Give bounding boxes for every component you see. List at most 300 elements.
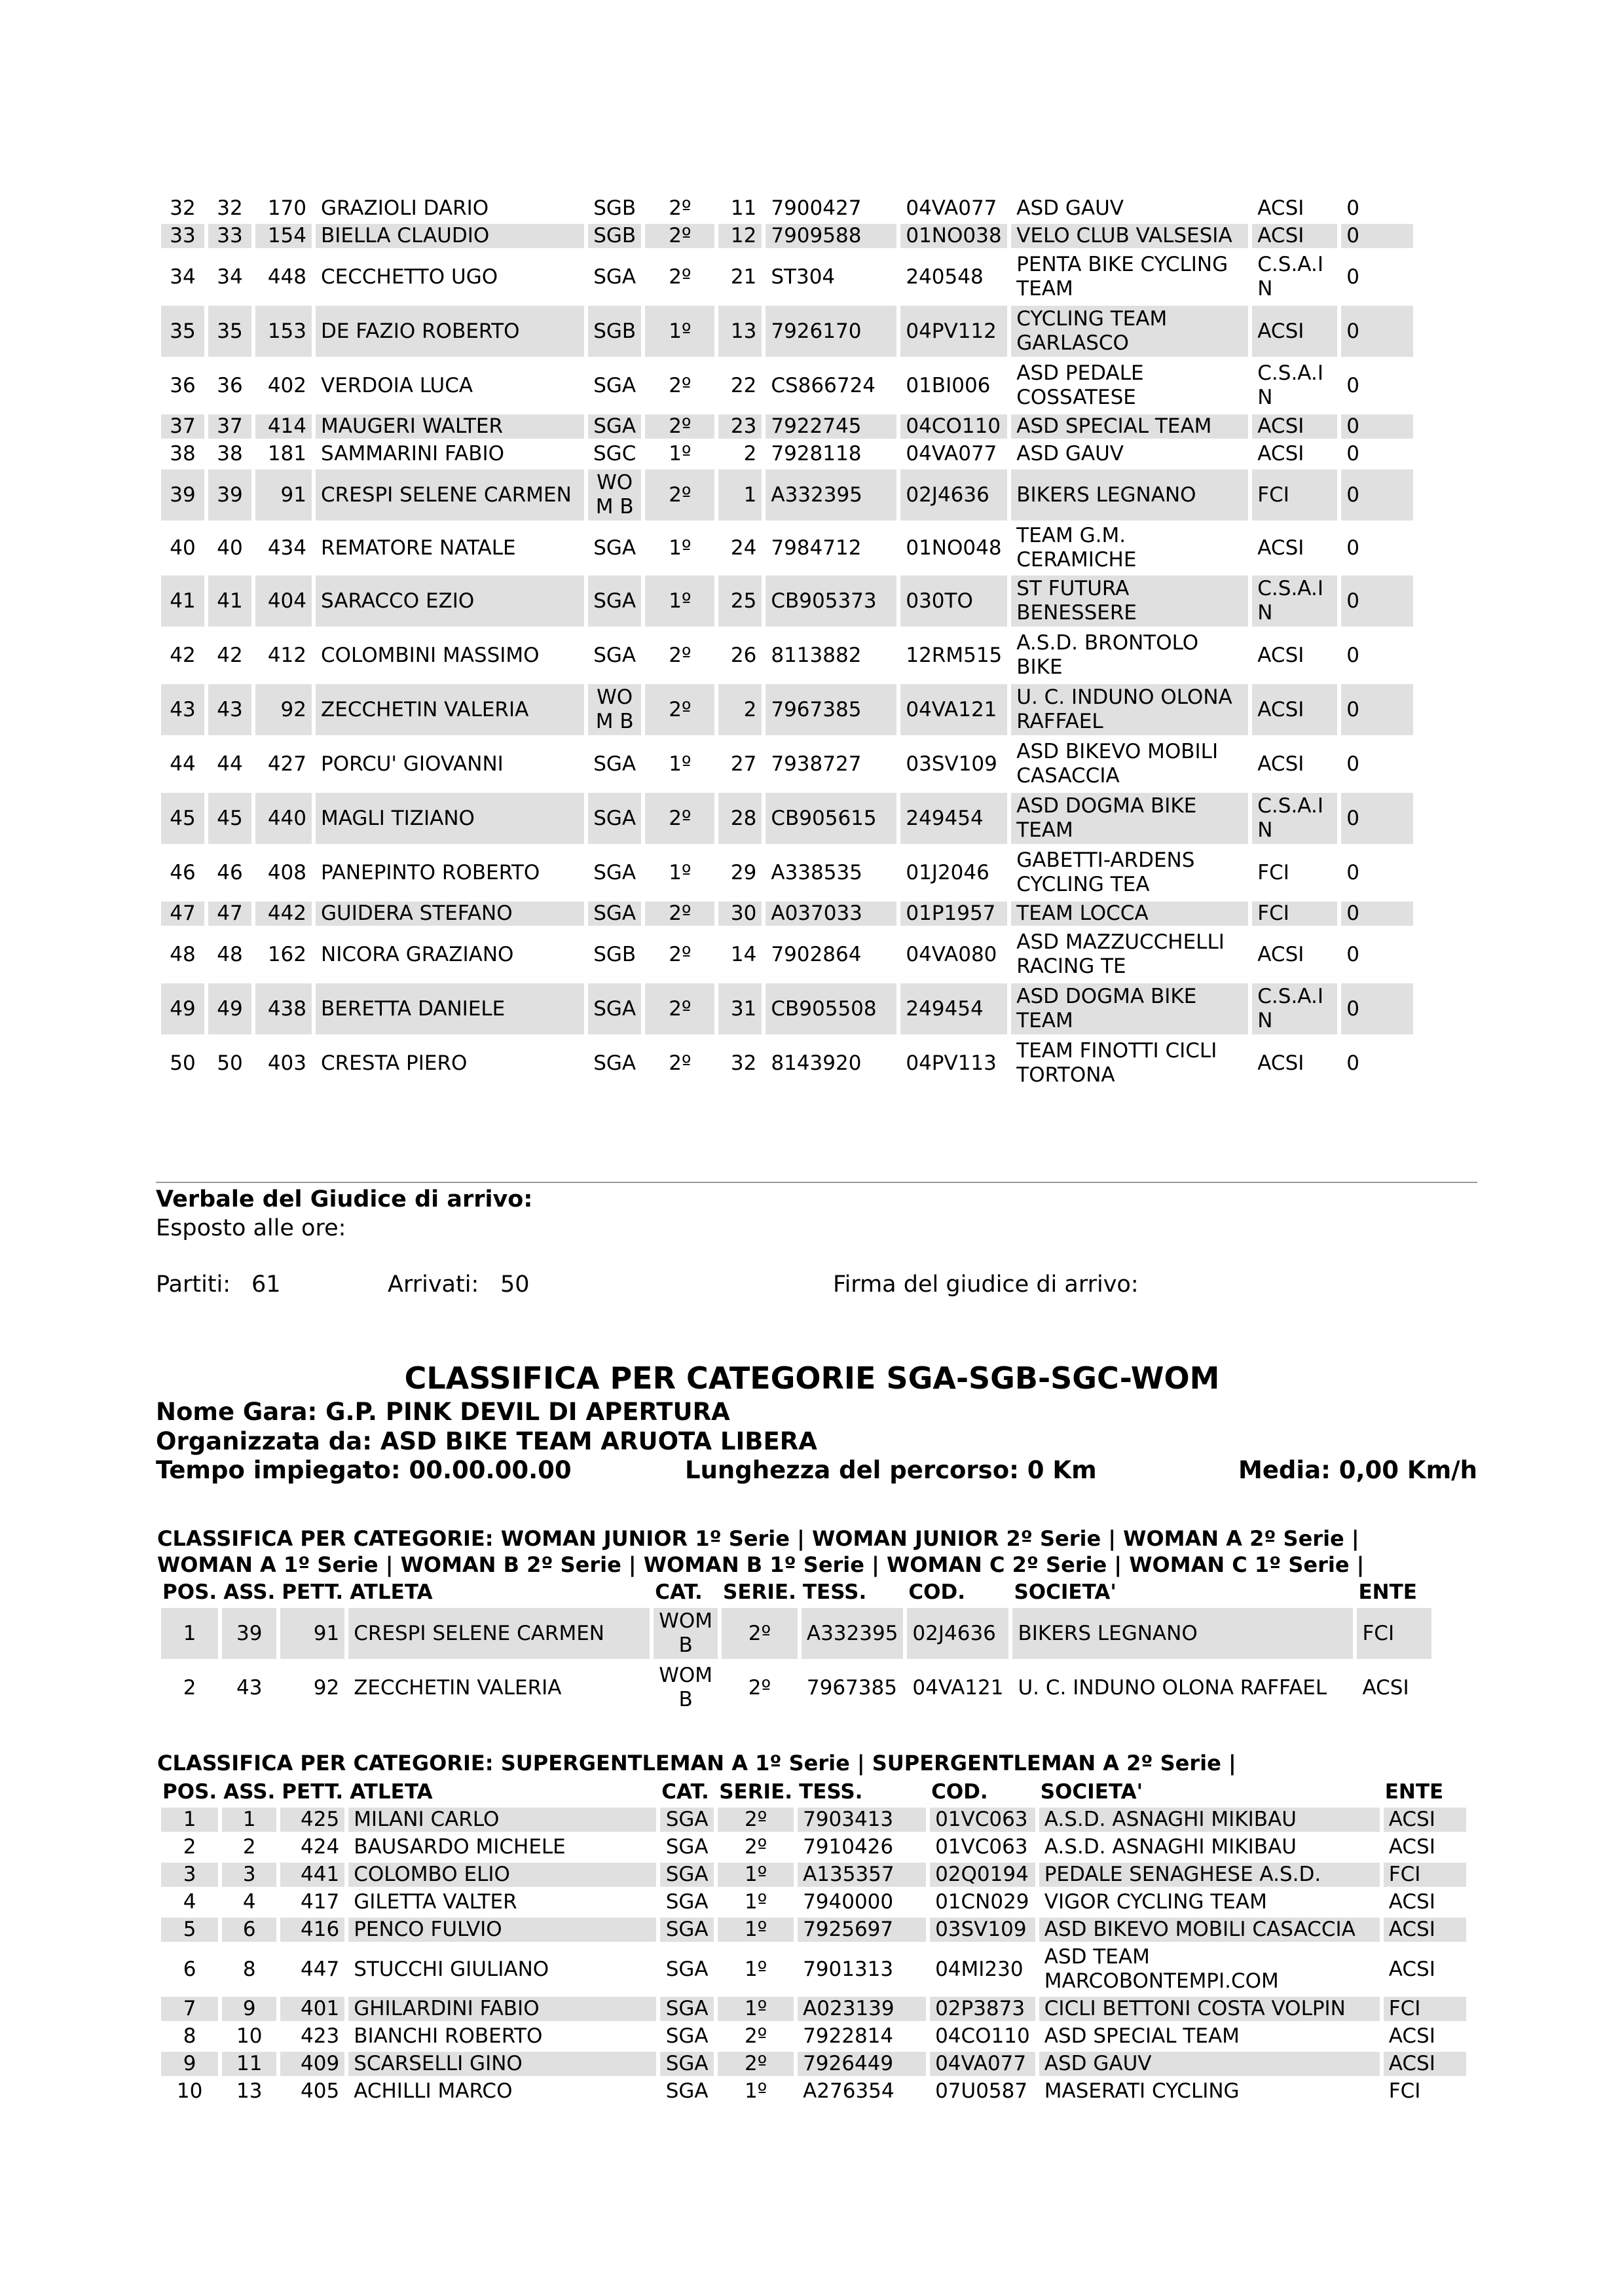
cat-cell: SGA (593, 752, 637, 776)
ass-cell: 3 (222, 1863, 276, 1887)
pos-cell: 4 (183, 1890, 196, 1914)
ente-cell: FCI (1257, 860, 1289, 884)
societa-cell: BIKERS LEGNANO (1012, 1608, 1353, 1659)
atleta-cell: MAGLI TIZIANO (316, 793, 584, 844)
ente-cell: ACSI (1388, 2024, 1435, 2048)
organizzata-da: Organizzata da: ASD BIKE TEAM ARUOTA LIBERA (156, 1427, 817, 1455)
ente-cell: ACSI (1252, 684, 1337, 735)
ass-cell: 34 (217, 264, 243, 289)
cat-cell: SGA (593, 373, 637, 397)
punti-cell: 0 (1341, 414, 1413, 439)
ente-cell: FCI (1384, 1863, 1466, 1887)
cat-cell: SGA (665, 1890, 709, 1914)
pos-cell: 9 (161, 2052, 218, 2076)
serie-cell: 1º (744, 1957, 767, 1981)
column-header-serie: SERIE. (723, 1580, 796, 1604)
ass-cell: 49 (208, 983, 251, 1034)
pett-cell: 408 (267, 860, 306, 884)
partiti-value: 61 (251, 1271, 281, 1298)
table-row (161, 196, 1413, 221)
serie-cell: 1º (669, 536, 692, 560)
ass-cell: 2 (242, 1835, 256, 1859)
tess-cell: 7926170 (766, 306, 896, 357)
serie-cell: 2º (669, 196, 692, 220)
cod-cell: 04PV112 (900, 306, 1007, 357)
table-row (161, 575, 1413, 627)
pos-cell: 44 (170, 752, 196, 776)
atleta-cell: DE FAZIO ROBERTO (316, 306, 584, 357)
punti-cell: 0 (1346, 442, 1359, 465)
table-row (161, 360, 1413, 411)
cat-pos-cell: 26 (730, 643, 757, 667)
societa-cell: CICLI BETTONI COSTA VOLPIN (1039, 1997, 1380, 2021)
column-header-pos: POS. (162, 1580, 217, 1604)
tess-cell: CB905615 (766, 793, 896, 844)
punti-cell: 0 (1341, 224, 1413, 248)
atleta-cell: CRESPI SELENE CARMEN (348, 1608, 650, 1659)
serie-cell: 2º (669, 942, 692, 966)
column-header-atleta: ATLETA (350, 1580, 433, 1604)
tess-cell: 7900427 (771, 196, 862, 220)
atleta-cell: STUCCHI GIULIANO (354, 1957, 549, 1981)
pos-cell: 1 (161, 1608, 218, 1659)
ass-cell: 1 (222, 1808, 276, 1832)
serie-cell: 2º (669, 643, 692, 667)
cat-cell: SGA (593, 264, 637, 289)
tess-cell: A332395 (766, 469, 896, 520)
ente-cell: ACSI (1257, 442, 1304, 465)
punti-cell: 0 (1341, 983, 1413, 1034)
ass-cell: 46 (217, 860, 243, 884)
arrivati-label: Arrivati: (388, 1271, 479, 1298)
column-header-ente: ENTE (1384, 1780, 1444, 1804)
cat-cell: SGA (593, 1051, 637, 1075)
table-row (161, 1608, 1431, 1659)
societa-cell: ASD DOGMA BIKE TEAM (1011, 793, 1248, 844)
atleta-cell: GILETTA VALTER (354, 1890, 517, 1914)
ass-cell: 41 (208, 575, 251, 627)
ass-cell: 45 (208, 793, 251, 844)
societa-cell: ASD GAUV (1016, 196, 1124, 220)
atleta-cell: PENCO FULVIO (348, 1918, 656, 1942)
table-row (161, 902, 1413, 926)
pett-cell: 154 (255, 224, 312, 248)
societa-cell: TEAM G.M. CERAMICHE (1016, 524, 1137, 572)
cod-cell: 04VA080 (906, 942, 997, 966)
column-header-tess: TESS. (799, 1780, 863, 1804)
cat-cell: SGA (665, 2079, 709, 2103)
ass-cell: 44 (217, 752, 243, 776)
societa-cell: U. C. INDUNO OLONA RAFFAEL (1018, 1675, 1327, 1700)
atleta-cell: NICORA GRAZIANO (321, 942, 514, 966)
serie-cell: 1º (744, 2079, 767, 2103)
pos-cell: 32 (170, 196, 196, 220)
firma-label: Firma del giudice di arrivo: (833, 1271, 1139, 1298)
sga-table (157, 1777, 1470, 2107)
serie-cell: 2º (645, 983, 714, 1034)
punti-cell: 0 (1346, 752, 1359, 776)
tess-cell: 7967385 (806, 1675, 897, 1700)
ente-cell: C.S.A.I N (1252, 793, 1337, 844)
ass-cell: 36 (217, 373, 243, 397)
cat-cell: SGA (593, 860, 637, 884)
table-row (161, 224, 1413, 248)
societa-cell: TEAM LOCCA (1011, 902, 1248, 926)
pett-cell: 402 (267, 373, 306, 397)
cod-cell: 249454 (900, 983, 1007, 1034)
cat-cell: SGC (593, 442, 637, 465)
cat-pos-cell: 27 (730, 752, 757, 776)
tess-cell: 7926449 (798, 2052, 926, 2076)
atleta-cell: BIANCHI ROBERTO (354, 2024, 543, 2048)
ass-cell: 39 (208, 469, 251, 520)
cat-cell: WO M B (588, 469, 641, 520)
table-row (161, 1835, 1466, 1859)
societa-cell: PEDALE SENAGHESE A.S.D. (1039, 1863, 1380, 1887)
ente-cell: FCI (1357, 1608, 1431, 1659)
tess-cell: A037033 (766, 902, 896, 926)
punti-cell: 0 (1346, 643, 1359, 667)
atleta-cell: GUIDERA STEFANO (316, 902, 584, 926)
atleta-cell: BERETTA DANIELE (316, 983, 584, 1034)
cat-pos-cell: 28 (718, 793, 762, 844)
cod-cell: 04VA121 (912, 1675, 1004, 1700)
ente-cell: ACSI (1257, 942, 1304, 966)
serie-cell: 2º (645, 684, 714, 735)
cat-cell: SGA (593, 643, 637, 667)
cod-cell: 01J2046 (906, 860, 989, 884)
partiti-label: Partiti: (156, 1271, 231, 1298)
serie-cell: 1º (744, 1890, 767, 1914)
ente-cell: FCI (1252, 469, 1337, 520)
ass-cell: 13 (236, 2079, 263, 2103)
table-row (161, 1863, 1466, 1887)
table-row (161, 793, 1413, 844)
atleta-cell: SARACCO EZIO (316, 575, 584, 627)
cod-cell: 07U0587 (935, 2079, 1028, 2103)
cat-cell: SGA (660, 1863, 714, 1887)
esposto-label: Esposto alle ore: (156, 1215, 346, 1241)
atleta-cell: MILANI CARLO (348, 1808, 656, 1832)
serie-cell: 2º (722, 1608, 798, 1659)
societa-cell: ST FUTURA BENESSERE (1011, 575, 1248, 627)
ente-cell: ACSI (1384, 2052, 1466, 2076)
pos-cell: 46 (170, 860, 196, 884)
cat-cell: SGA (665, 1835, 709, 1859)
column-header-serie: SERIE. (719, 1780, 793, 1804)
serie-cell: 2º (645, 414, 714, 439)
ass-cell: 47 (208, 902, 251, 926)
pett-cell: 442 (255, 902, 312, 926)
cod-cell: 04VA077 (906, 196, 997, 220)
table-row (161, 2052, 1466, 2076)
societa-cell: ASD SPECIAL TEAM (1011, 414, 1248, 439)
ente-cell: ACSI (1257, 643, 1304, 667)
pett-cell: 170 (267, 196, 306, 220)
pos-cell: 49 (161, 983, 204, 1034)
table-header-row (161, 1780, 1466, 1804)
cat-pos-cell: 13 (718, 306, 762, 357)
serie-cell: 2º (669, 264, 692, 289)
tess-cell: 7984712 (771, 536, 862, 560)
ente-cell: ACSI (1388, 1957, 1435, 1981)
cod-cell: 02J4636 (900, 469, 1007, 520)
cod-cell: 03SV109 (906, 752, 997, 776)
cat-pos-cell: 14 (730, 942, 757, 966)
cat-cell: SGB (593, 196, 637, 220)
cod-cell: 04VA121 (900, 684, 1007, 735)
serie-cell: 2º (669, 373, 692, 397)
table-row (161, 1890, 1466, 1914)
atleta-cell: CECCHETTO UGO (321, 264, 498, 289)
cat-cell: SGB (593, 942, 637, 966)
societa-cell: ASD MAZZUCCHELLI RACING TE (1016, 930, 1225, 978)
tess-cell: 7922745 (766, 414, 896, 439)
atleta-cell: BIELLA CLAUDIO (316, 224, 584, 248)
pos-cell: 1 (161, 1808, 218, 1832)
punti-cell: 0 (1346, 536, 1359, 560)
pos-cell: 3 (161, 1863, 218, 1887)
ente-cell: FCI (1384, 1997, 1466, 2021)
cod-cell: 01NO038 (900, 224, 1007, 248)
tess-cell: ST304 (771, 264, 836, 289)
atleta-cell: VERDOIA LUCA (321, 373, 473, 397)
cod-cell: 01VC063 (935, 1835, 1028, 1859)
ente-cell: ACSI (1252, 414, 1337, 439)
pett-cell: 416 (280, 1918, 344, 1942)
serie-cell: 2º (744, 2024, 767, 2048)
cat-pos-cell: 11 (730, 196, 757, 220)
ente-cell: ACSI (1252, 224, 1337, 248)
societa-cell: ASD GAUV (1016, 442, 1124, 465)
column-header-pos: POS. (162, 1780, 217, 1804)
societa-cell: ASD GAUV (1039, 2052, 1380, 2076)
column-header-cat: CAT. (661, 1780, 709, 1804)
ente-cell: ACSI (1257, 752, 1304, 776)
tess-cell: 7909588 (766, 224, 896, 248)
punti-cell: 0 (1341, 684, 1413, 735)
punti-cell: 0 (1346, 1051, 1359, 1075)
table-row (161, 1997, 1466, 2021)
pos-cell: 39 (161, 469, 204, 520)
atleta-cell: BAUSARDO MICHELE (354, 1835, 566, 1859)
ente-cell: C.S.A.I N (1257, 361, 1323, 409)
pett-cell: 448 (267, 264, 306, 289)
ente-cell: ACSI (1362, 1675, 1409, 1700)
pett-cell: 92 (255, 684, 312, 735)
societa-cell: ASD TEAM MARCOBONTEMPI.COM (1044, 1945, 1279, 1993)
tess-cell: 8113882 (771, 643, 862, 667)
pos-cell: 38 (170, 442, 196, 465)
atleta-cell: PANEPINTO ROBERTO (321, 860, 540, 884)
pos-cell: 36 (170, 373, 196, 397)
cat-pos-cell: 29 (730, 860, 757, 884)
table-row (161, 414, 1413, 439)
pett-cell: 153 (255, 306, 312, 357)
cod-cell: 249454 (900, 793, 1007, 844)
cod-cell: 01P1957 (900, 902, 1007, 926)
media: Media: 0,00 Km/h (1238, 1456, 1477, 1484)
societa-cell: CYCLING TEAM GARLASCO (1011, 306, 1248, 357)
punti-cell: 0 (1346, 860, 1359, 884)
women-title-line1: CLASSIFICA PER CATEGORIE: WOMAN JUNIOR 1º Serie | WOMAN JUNIOR 2º Serie | WOMAN A 2º Serie | (157, 1526, 1359, 1551)
pett-cell: 427 (267, 752, 306, 776)
societa-cell: PENTA BIKE CYCLING TEAM (1016, 253, 1228, 301)
cod-cell: 12RM515 (906, 643, 1003, 667)
serie-cell: 2º (744, 1835, 767, 1859)
cat-cell: SGA (665, 1957, 709, 1981)
cat-cell: SGB (588, 224, 641, 248)
serie-cell: 1º (718, 1863, 794, 1887)
column-header-societa: SOCIETA' (1040, 1780, 1143, 1804)
punti-cell: 0 (1341, 575, 1413, 627)
pett-cell: 91 (280, 1608, 344, 1659)
cat-cell: SGA (660, 1997, 714, 2021)
tess-cell: CB905373 (766, 575, 896, 627)
atleta-cell: REMATORE NATALE (321, 536, 516, 560)
cod-cell: 04MI230 (935, 1957, 1024, 1981)
cod-cell: 04VA077 (906, 442, 997, 465)
ass-cell: 32 (217, 196, 243, 220)
cod-cell: 04CO110 (900, 414, 1007, 439)
pett-cell: 434 (267, 536, 306, 560)
pett-cell: 405 (301, 2079, 340, 2103)
punti-cell: 0 (1346, 942, 1359, 966)
ente-cell: FCI (1388, 2079, 1421, 2103)
pett-cell: 409 (280, 2052, 344, 2076)
cod-cell: 01VC063 (930, 1808, 1035, 1832)
pos-cell: 8 (183, 2024, 196, 2048)
column-header-cat: CAT. (655, 1580, 703, 1604)
societa-cell: ASD DOGMA BIKE TEAM (1011, 983, 1248, 1034)
cat-cell: SGA (588, 983, 641, 1034)
serie-cell: 1º (718, 1997, 794, 2021)
ass-cell: 50 (217, 1051, 243, 1075)
atleta-cell: GHILARDINI FABIO (348, 1997, 656, 2021)
pos-cell: 6 (183, 1957, 196, 1981)
ente-cell: C.S.A.I N (1257, 253, 1323, 301)
column-header-pett: PETT. (282, 1780, 344, 1804)
pos-cell: 41 (161, 575, 204, 627)
divider-line (156, 1182, 1477, 1183)
cat-pos-cell: 22 (730, 373, 757, 397)
top-table (157, 193, 1417, 1092)
table-row (161, 684, 1413, 735)
atleta-cell: CRESPI SELENE CARMEN (316, 469, 584, 520)
pett-cell: 91 (255, 469, 312, 520)
sga-table-wrap (157, 1777, 1470, 2107)
cat-cell: SGA (660, 1918, 714, 1942)
pos-cell: 45 (161, 793, 204, 844)
tess-cell: A023139 (798, 1997, 926, 2021)
tess-cell: CB905508 (766, 983, 896, 1034)
cod-cell: 030TO (900, 575, 1007, 627)
cod-cell: 01BI006 (906, 373, 991, 397)
ass-cell: 6 (222, 1918, 276, 1942)
table-row (161, 983, 1413, 1034)
cat-pos-cell: 31 (718, 983, 762, 1034)
cat-pos-cell: 23 (718, 414, 762, 439)
tess-cell: 7967385 (766, 684, 896, 735)
cat-pos-cell: 12 (718, 224, 762, 248)
pos-cell: 42 (170, 643, 196, 667)
pett-cell: 440 (255, 793, 312, 844)
pos-cell: 7 (161, 1997, 218, 2021)
column-header-ass: ASS. (223, 1580, 276, 1604)
punti-cell: 0 (1341, 306, 1413, 357)
societa-cell: BIKERS LEGNANO (1011, 469, 1248, 520)
serie-cell: 2º (669, 1051, 692, 1075)
serie-cell: 1º (645, 306, 714, 357)
societa-cell: VIGOR CYCLING TEAM (1044, 1890, 1267, 1914)
ass-cell: 43 (236, 1675, 263, 1700)
ass-cell: 11 (222, 2052, 276, 2076)
table-row (161, 251, 1413, 302)
table-row (161, 929, 1413, 980)
cod-cell: 02J4636 (907, 1608, 1008, 1659)
ass-cell: 42 (217, 643, 243, 667)
tess-cell: A338535 (771, 860, 862, 884)
cat-pos-cell: 24 (730, 536, 757, 560)
ass-cell: 35 (208, 306, 251, 357)
punti-cell: 0 (1341, 793, 1413, 844)
serie-cell: 1º (669, 860, 692, 884)
pett-cell: 438 (255, 983, 312, 1034)
atleta-cell: SAMMARINI FABIO (321, 442, 505, 465)
column-header-ass: ASS. (223, 1780, 276, 1804)
pos-cell: 33 (161, 224, 204, 248)
pett-cell: 92 (313, 1675, 340, 1700)
cat-pos-cell: 32 (730, 1051, 757, 1075)
lunghezza-percorso: Lunghezza del percorso: 0 Km (685, 1456, 1097, 1484)
atleta-cell: ZECCHETIN VALERIA (316, 684, 584, 735)
tess-cell: 7903413 (798, 1808, 926, 1832)
ente-cell: ACSI (1257, 1051, 1304, 1075)
pett-cell: 423 (301, 2024, 340, 2048)
serie-cell: 2º (748, 1675, 771, 1700)
verbale-title: Verbale del Giudice di arrivo: (156, 1186, 533, 1212)
cod-cell: 04PV113 (906, 1051, 997, 1075)
tess-cell: A332395 (802, 1608, 904, 1659)
table-row (161, 469, 1413, 520)
pett-cell: 425 (280, 1808, 344, 1832)
tess-cell: A276354 (803, 2079, 895, 2103)
societa-cell: ASD BIKEVO MOBILI CASACCIA (1016, 740, 1219, 788)
cod-cell: 02P3873 (930, 1997, 1035, 2021)
pos-cell: 48 (170, 942, 196, 966)
cat-pos-cell: 25 (718, 575, 762, 627)
pos-cell: 5 (161, 1918, 218, 1942)
tess-cell: 8143920 (771, 1051, 862, 1075)
punti-cell: 0 (1341, 902, 1413, 926)
table-header-row (161, 1580, 1431, 1605)
pos-cell: 10 (176, 2079, 203, 2103)
societa-cell: A.S.D. ASNAGHI MIKIBAU (1044, 1835, 1297, 1859)
ente-cell: ACSI (1384, 1808, 1466, 1832)
tess-cell: 7901313 (803, 1957, 894, 1981)
serie-cell: 2º (718, 2052, 794, 2076)
cod-cell: 03SV109 (930, 1918, 1035, 1942)
cat-pos-cell: 2 (743, 442, 757, 465)
tempo-impiegato: Tempo impiegato: 00.00.00.00 (156, 1456, 572, 1484)
pett-cell: 417 (301, 1890, 340, 1914)
ente-cell: C.S.A.I N (1252, 575, 1337, 627)
atleta-cell: ZECCHETIN VALERIA (354, 1675, 562, 1700)
societa-cell: ASD PEDALE COSSATESE (1016, 361, 1144, 409)
cat-pos-cell: 30 (718, 902, 762, 926)
serie-cell: 2º (645, 224, 714, 248)
atleta-cell: COLOMBO ELIO (348, 1863, 656, 1887)
